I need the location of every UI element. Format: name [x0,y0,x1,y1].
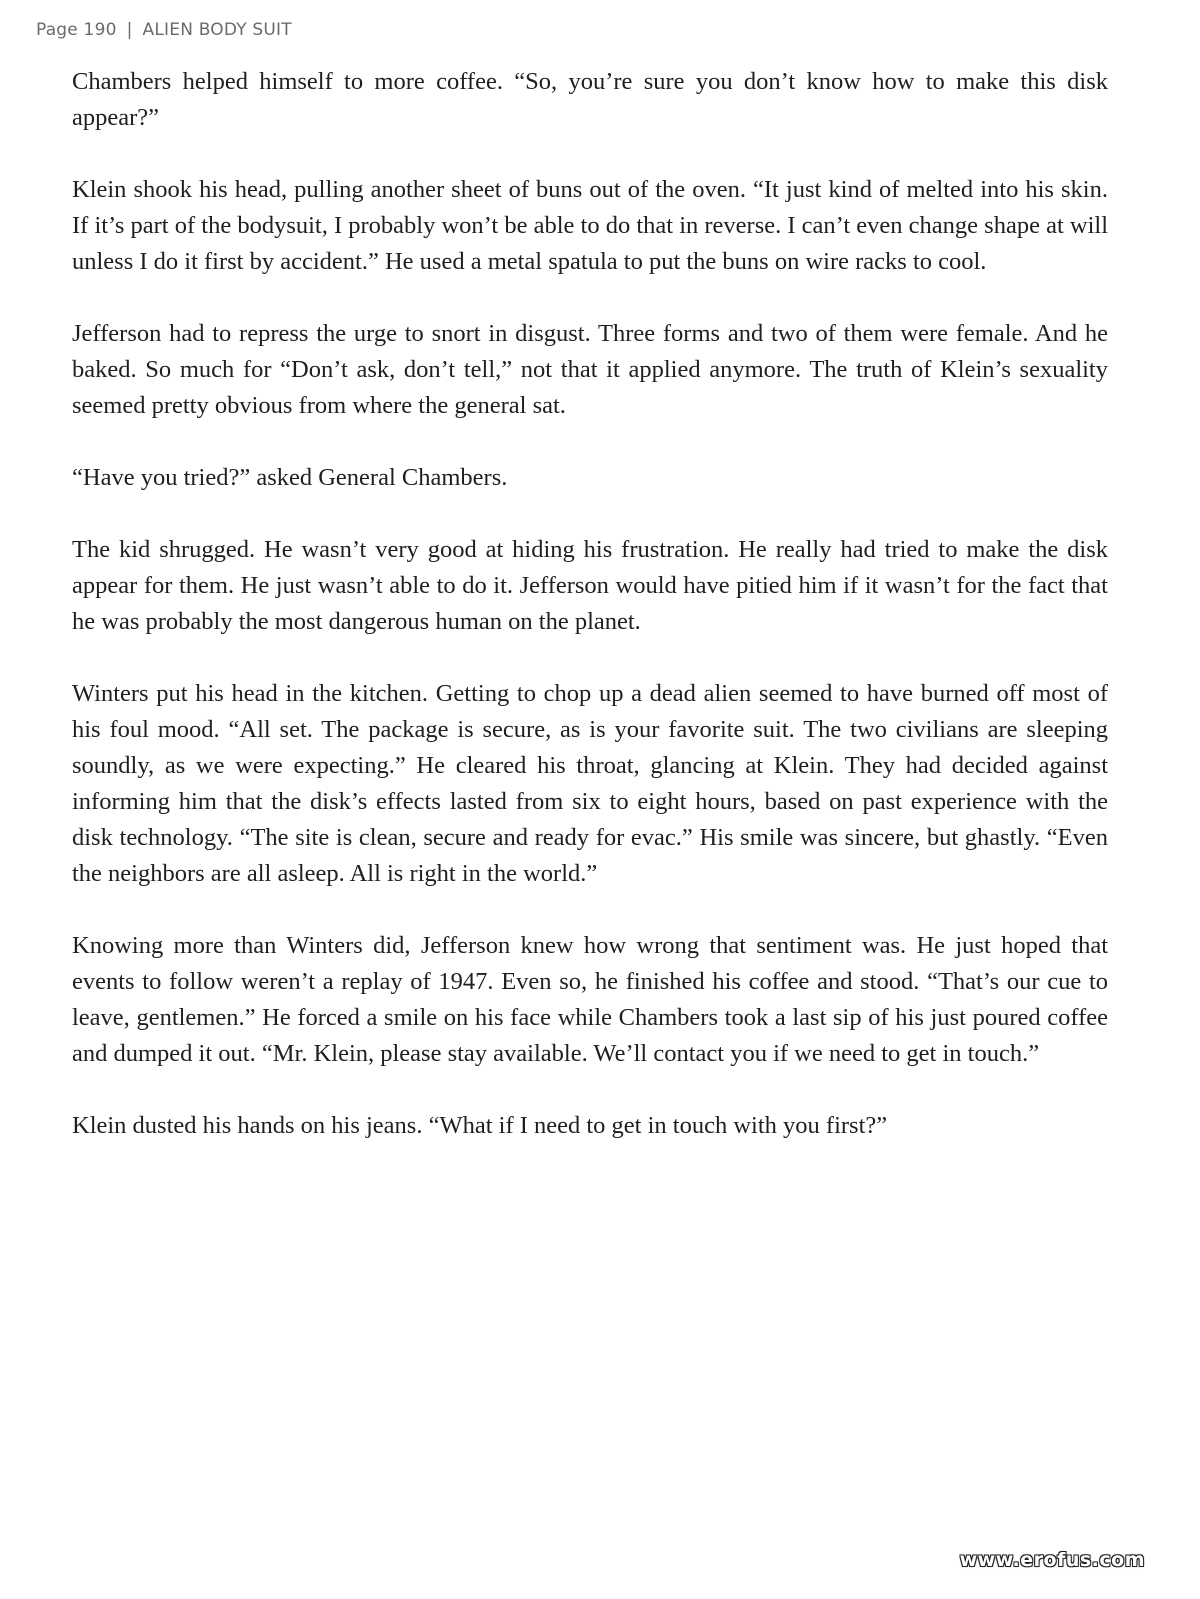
page-number: Page 190 [36,20,117,40]
running-head [36,20,292,40]
paragraph: Winters put his head in the kitchen. Getting to chop up a dead alien seemed to have burned off most of his foul mood. “All set. The package is secure, as is your favorite suit. The two civilians are sleeping soundly, as we were expecting.” He cleared his throat, glancing at Klein. They had decided against informing him that the disk’s effects lasted from six to eight hours, based on past experience with the disk technology. “The site is clean, secure and ready for evac.” His smile was sincere, but ghastly. “Even the neighbors are all asleep. All is right in the world.” [72,680,1108,887]
paragraph: Knowing more than Winters did, Jefferson knew how wrong that sentiment was. He just hoped that events to follow weren’t a replay of 1947. Even so, he finished his coffee and stood. “That’s our cue to leave, gentlemen.” He forced a smile on his face while Chambers took a last sip of his just poured coffee and dumped it out. “Mr. Klein, please stay available. We’ll contact you if we need to get in touch.” [72,932,1108,1067]
header-separator: | [126,20,133,40]
paragraph: Jefferson had to repress the urge to snort in disgust. Three forms and two of them were female. And he baked. So much for “Don’t ask, don’t tell,” not that it applied anymore. The truth of Klein’s sexuality seemed pretty obvious from where the general sat. [72,320,1108,419]
book-title: ALIEN BODY SUIT [142,20,292,40]
paragraph: “Have you tried?” asked General Chambers. [72,464,508,491]
paragraph: The kid shrugged. He wasn’t very good at hiding his frustration. He really had tried to make the disk appear for them. He just wasn’t able to do it. Jefferson would have pitied him if it wasn’t for the fact that he was probably the most dangerous human on the planet. [72,536,1108,635]
paragraph: Chambers helped himself to more coffee. “So, you’re sure you don’t know how to make this disk appear?” [72,68,1108,131]
body-text [72,64,1108,1180]
watermark: www.erofus.com [959,1549,1145,1571]
paragraph: Klein dusted his hands on his jeans. “What if I need to get in touch with you first?” [72,1112,888,1139]
paragraph: Klein shook his head, pulling another sheet of buns out of the oven. “It just kind of melted into his skin. If it’s part of the bodysuit, I probably won’t be able to do that in reverse. I can’t even change shape at will unless I do it first by accident.” He used a metal spatula to put the buns on wire racks to cool. [72,176,1108,275]
